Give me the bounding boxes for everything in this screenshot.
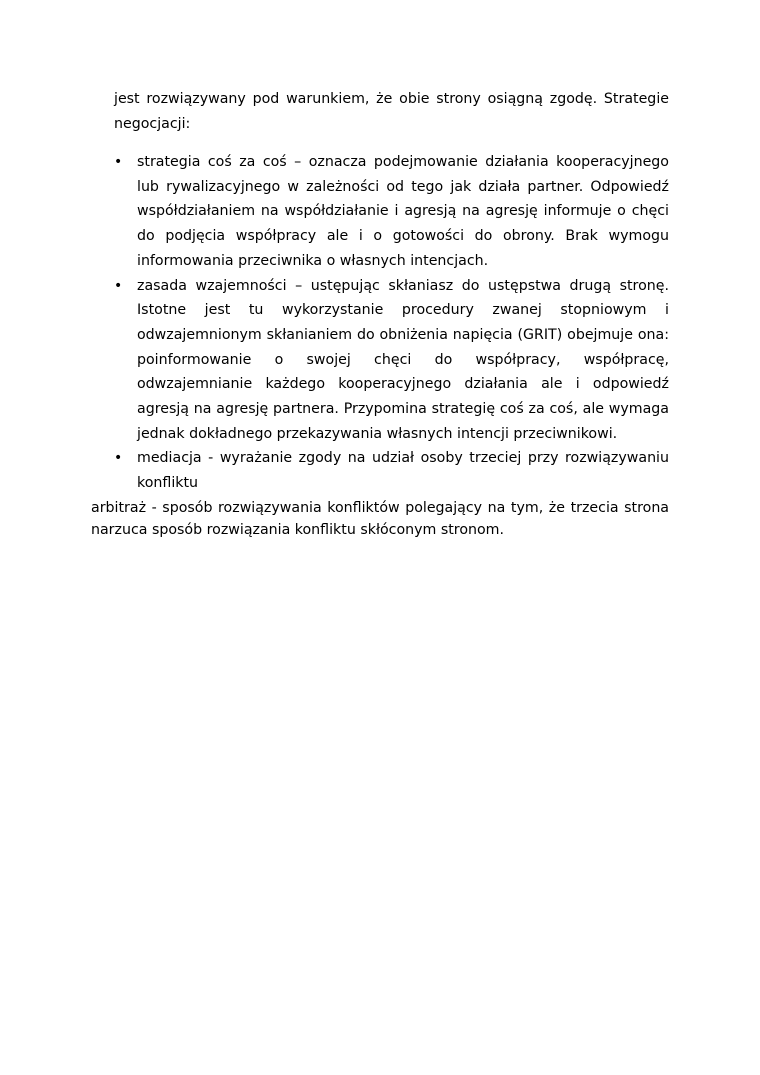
list-item-zasada xyxy=(114,274,669,447)
list-item-strategia xyxy=(114,150,669,274)
strategy-list xyxy=(114,150,669,496)
arbitraz-paragraph: arbitraż - sposób rozwiązywania konfliktów polegający na tym, że trzecia strona narzuca sposób rozwiązania konfliktu skłóconym stronom. xyxy=(91,500,669,538)
list-item-text: strategia coś za coś – oznacza podejmowanie działania kooperacyjnego lub rywalizacyjnego w zależności od tego jak działa partner. Odpowiedź współdziałaniem na współdziałanie i agresją na agresję informuje o chęci do podjęcia współpracy ale i o gotowości do obrony. Brak wymogu informowania przeciwnika o własnych intencjach. xyxy=(137,154,669,269)
bullet-icon: • xyxy=(114,154,123,170)
bullet-icon: • xyxy=(114,450,123,467)
list-item-text: mediacja - wyrażanie zgody na udział osoby trzeciej przy rozwiązywaniu konfliktu xyxy=(137,450,669,492)
list-item-mediacja xyxy=(114,446,669,495)
bullet-icon: • xyxy=(114,277,123,294)
list-item-text: zasada wzajemności – ustępując skłaniasz do ustępstwa drugą stronę. Istotne jest tu wykorzystanie procedury zwanej stopniowym i odwzajemnionym skłanianiem do obniżenia napięcia (GRIT) obejmuje ona: poinformowanie o swojej chęci do współpracy, współpracę, odwzajemnianie każdego kooperacyjnego działania ale i odpowiedź agresją na agresję partnera. Przypomina strategię coś za coś, ale wymaga jednak dokładnego przekazywania własnych intencji przeciwnikowi. xyxy=(137,277,669,442)
intro-paragraph: jest rozwiązywany pod warunkiem, że obie strony osiągną zgodę. Strategie negocjacji: xyxy=(114,91,669,132)
